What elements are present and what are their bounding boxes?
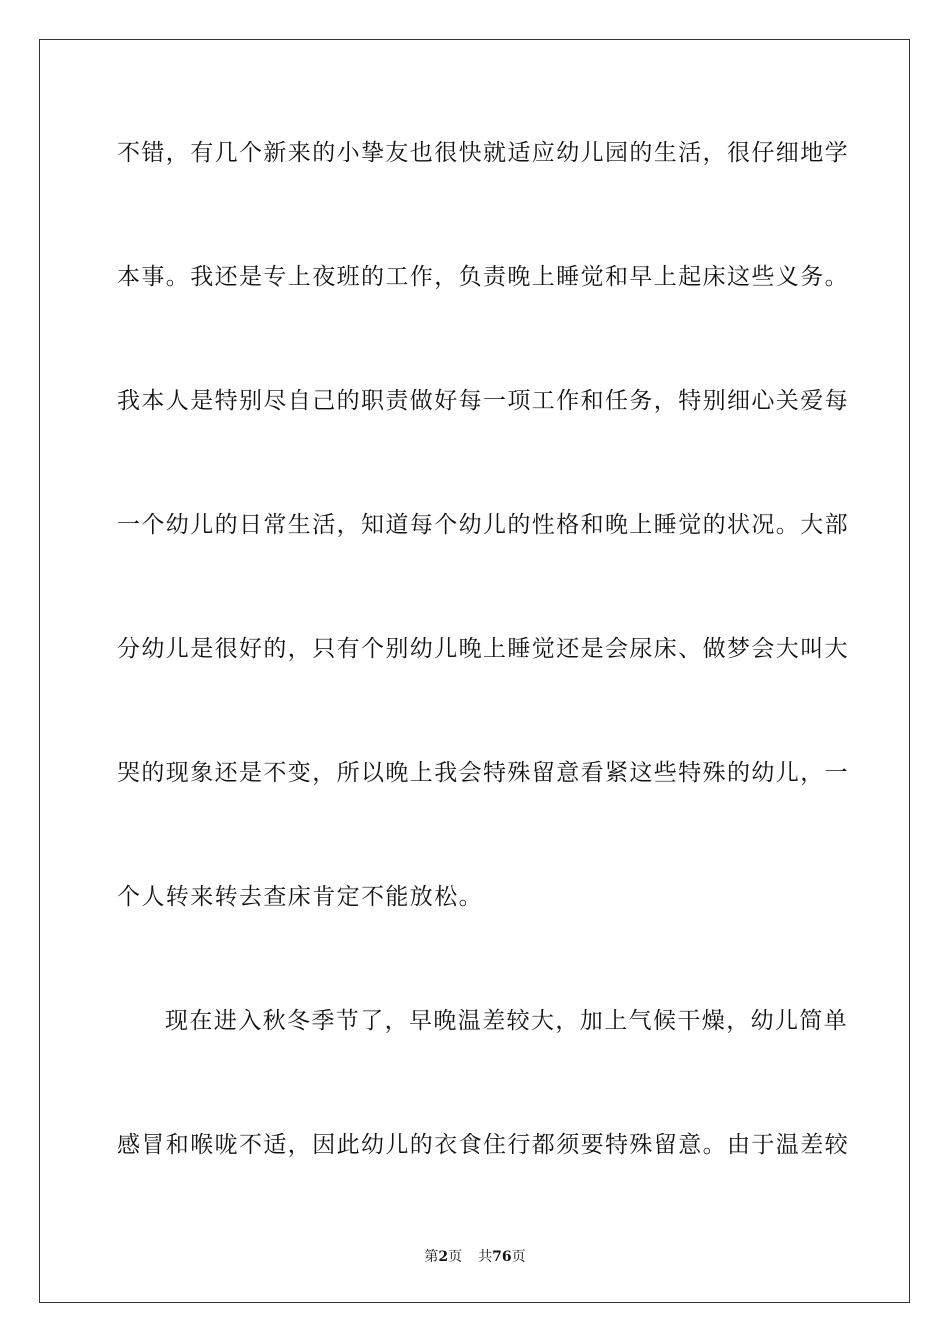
body-line-4: 一个幼儿的日常生活，知道每个幼儿的性格和晚上睡觉的状况。大部 <box>117 512 849 538</box>
body-line-8: 现在进入秋冬季节了，早晚温差较大，加上气候干燥，幼儿简单 <box>165 1008 849 1034</box>
page-border <box>39 39 910 1303</box>
body-line-2: 本事。我还是专上夜班的工作，负责晚上睡觉和早上起床这些义务。 <box>117 264 849 290</box>
total-pages: 76 <box>492 1249 512 1265</box>
body-line-5: 分幼儿是很好的，只有个别幼儿晚上睡觉还是会尿床、做梦会大叫大 <box>117 636 849 662</box>
body-line-7: 个人转来转去查床肯定不能放松。 <box>117 884 483 910</box>
page-prefix: 第 <box>424 1249 439 1265</box>
total-prefix: 共 <box>478 1249 493 1265</box>
body-line-6: 哭的现象还是不变，所以晚上我会特殊留意看紧这些特殊的幼儿，一 <box>117 760 849 786</box>
total-suffix: 页 <box>511 1249 526 1265</box>
body-line-1: 不错，有几个新来的小挚友也很快就适应幼儿园的生活，很仔细地学 <box>117 140 849 166</box>
page-footer <box>0 1248 950 1266</box>
body-line-3: 我本人是特别尽自己的职责做好每一项工作和任务，特别细心关爱每 <box>117 388 849 414</box>
page-suffix: 页 <box>448 1249 463 1265</box>
body-line-9: 感冒和喉咙不适，因此幼儿的衣食住行都须要特殊留意。由于温差较 <box>117 1132 849 1158</box>
page-number: 2 <box>438 1249 449 1265</box>
